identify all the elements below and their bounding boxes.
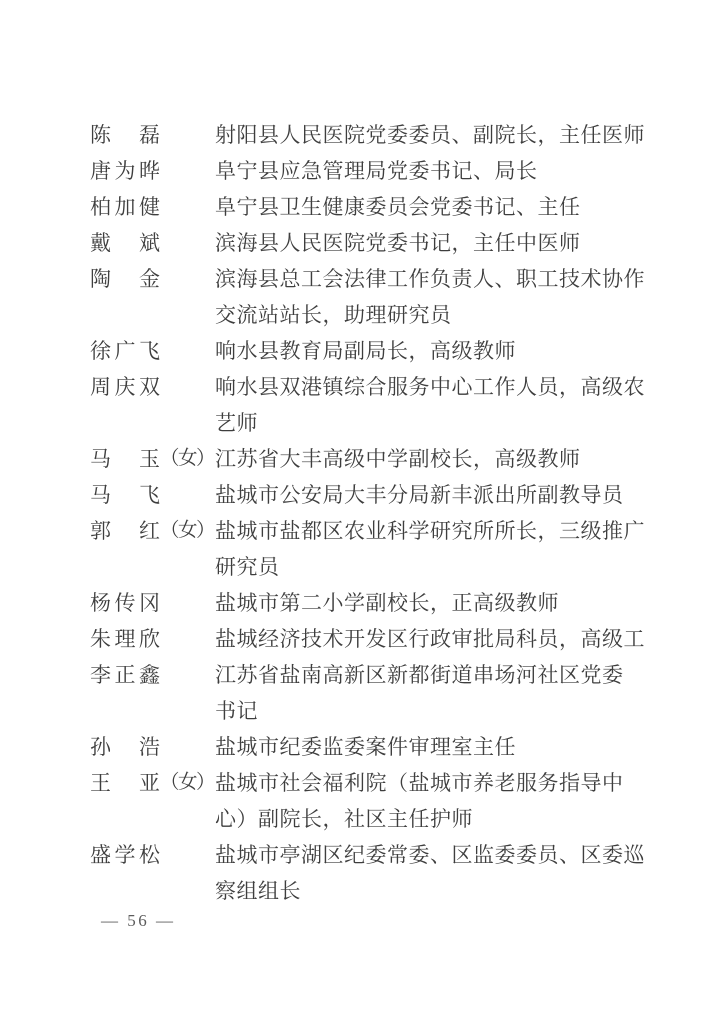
title-line: 盐城市第二小学副校长，正高级教师	[215, 591, 559, 615]
person-title	[215, 225, 646, 261]
person-name: 王亚	[90, 771, 160, 795]
person-title	[215, 837, 646, 909]
title-line: 江苏省大丰高级中学副校长，高级教师	[215, 447, 581, 471]
person-name: 陈磊	[90, 123, 160, 147]
person-name: 陶金	[90, 267, 160, 291]
name-block	[90, 765, 215, 801]
list-item	[90, 837, 646, 909]
person-name: 杨传冈	[90, 591, 160, 615]
name-block	[90, 333, 215, 369]
list-item	[90, 153, 646, 189]
list-item	[90, 513, 646, 585]
person-title	[215, 189, 646, 225]
list-item	[90, 261, 646, 333]
title-line: 江苏省盐南高新区新都街道串场河社区党委	[215, 663, 624, 687]
title-line: 盐城市社会福利院（盐城市养老服务指导中	[215, 771, 624, 795]
title-line: 盐城市公安局大丰分局新丰派出所副教导员	[215, 483, 624, 507]
person-name: 柏加健	[90, 195, 160, 219]
list-item	[90, 621, 646, 657]
person-name: 郭红	[90, 519, 160, 543]
person-title	[215, 117, 646, 153]
person-name: 马飞	[90, 483, 160, 507]
person-title	[215, 441, 646, 477]
person-title	[215, 765, 646, 837]
person-name: 马玉	[90, 447, 160, 471]
person-name: 周庆双	[90, 375, 160, 399]
person-name: 徐广飞	[90, 339, 160, 363]
person-name: 唐为晔	[90, 159, 160, 183]
list-item	[90, 729, 646, 765]
title-line: 滨海县人民医院党委书记，主任中医师	[215, 231, 581, 255]
name-block	[90, 225, 215, 261]
title-line: 书记	[215, 699, 258, 723]
name-block	[90, 189, 215, 225]
list-item	[90, 333, 646, 369]
name-block	[90, 657, 215, 693]
person-name: 朱理欣	[90, 627, 160, 651]
title-line: 心）副院长，社区主任护师	[215, 807, 473, 831]
person-name: 盛学松	[90, 843, 160, 867]
title-line: 艺师	[215, 411, 258, 435]
title-line: 响水县教育局副局长，高级教师	[215, 339, 516, 363]
title-line: 交流站站长，助理研究员	[215, 303, 452, 327]
title-line: 响水县双港镇综合服务中心工作人员，高级农	[215, 375, 645, 399]
gender-label: （女）	[160, 448, 215, 469]
person-title	[215, 585, 646, 621]
title-line: 阜宁县应急管理局党委书记、局长	[215, 159, 538, 183]
title-line: 阜宁县卫生健康委员会党委书记、主任	[215, 195, 581, 219]
honor-list	[90, 117, 646, 909]
name-block	[90, 729, 215, 765]
gender-label: （女）	[160, 520, 215, 541]
person-name: 孙浩	[90, 735, 160, 759]
list-item	[90, 189, 646, 225]
person-title	[215, 153, 646, 189]
person-title	[215, 513, 646, 585]
list-item	[90, 117, 646, 153]
list-item	[90, 225, 646, 261]
name-block	[90, 513, 215, 549]
person-title	[215, 657, 646, 729]
name-block	[90, 117, 215, 153]
title-line: 盐城市盐都区农业科学研究所所长，三级推广	[215, 519, 645, 543]
person-title	[215, 333, 646, 369]
title-line: 射阳县人民医院党委委员、副院长，主任医师	[215, 123, 645, 147]
title-line: 盐城市亭湖区纪委常委、区监委委员、区委巡	[215, 843, 645, 867]
person-name: 戴斌	[90, 231, 160, 255]
title-line: 盐城经济技术开发区行政审批局科员，高级工	[215, 627, 645, 651]
gender-label: （女）	[160, 772, 215, 793]
list-item	[90, 585, 646, 621]
title-line: 盐城市纪委监委案件审理室主任	[215, 735, 516, 759]
page-number: — 56 —	[101, 911, 176, 930]
name-block	[90, 621, 215, 657]
title-line: 研究员	[215, 555, 280, 579]
list-item	[90, 369, 646, 441]
name-block	[90, 585, 215, 621]
name-block	[90, 369, 215, 405]
name-block	[90, 477, 215, 513]
person-title	[215, 369, 646, 441]
name-block	[90, 837, 215, 873]
title-line: 滨海县总工会法律工作负责人、职工技术协作	[215, 267, 645, 291]
person-title	[215, 621, 646, 657]
person-name: 李正鑫	[90, 663, 160, 687]
person-title	[215, 729, 646, 765]
name-block	[90, 261, 215, 297]
title-line: 察组组长	[215, 879, 301, 903]
list-item	[90, 441, 646, 477]
person-title	[215, 477, 646, 513]
person-title	[215, 261, 646, 333]
list-item	[90, 765, 646, 837]
name-block	[90, 441, 215, 477]
name-block	[90, 153, 215, 189]
list-item	[90, 657, 646, 729]
list-item	[90, 477, 646, 513]
